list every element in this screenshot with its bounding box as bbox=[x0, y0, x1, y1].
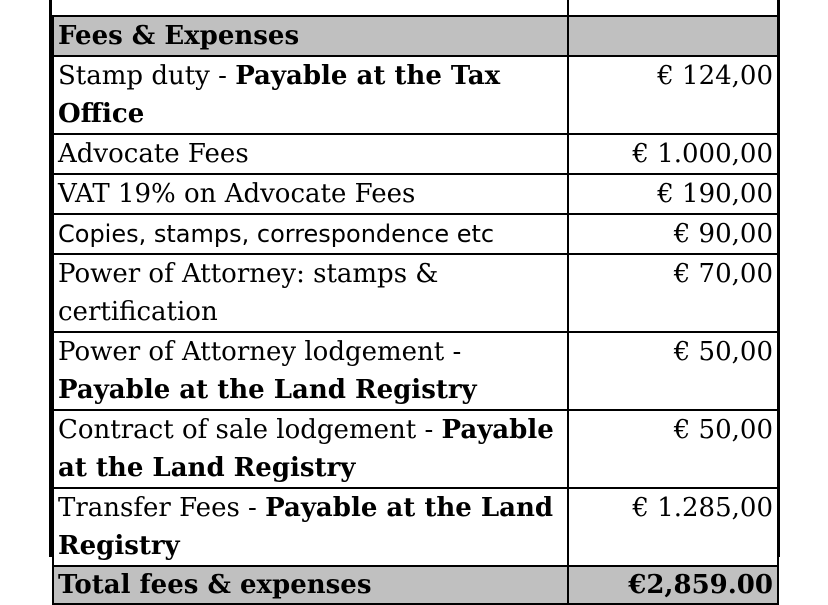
table-row bbox=[53, 488, 778, 566]
row-label: VAT 19% on Advocate Fees bbox=[58, 179, 416, 209]
row-amount: € 50,00 bbox=[568, 332, 778, 410]
row-description bbox=[53, 332, 568, 410]
row-note: Payable at the Tax Office bbox=[58, 61, 501, 129]
row-separator: - bbox=[424, 415, 442, 445]
row-description bbox=[53, 174, 568, 214]
row-description bbox=[53, 214, 568, 254]
table-header-row bbox=[53, 16, 778, 56]
row-description bbox=[53, 134, 568, 174]
row-description bbox=[53, 56, 568, 134]
row-description bbox=[53, 488, 568, 566]
table-row bbox=[53, 134, 778, 174]
row-label: Stamp duty bbox=[58, 61, 210, 91]
row-label: Transfer Fees bbox=[58, 493, 240, 523]
row-label: Advocate Fees bbox=[58, 139, 249, 169]
table-row bbox=[53, 174, 778, 214]
fees-table bbox=[52, 15, 779, 605]
row-amount: € 124,00 bbox=[568, 56, 778, 134]
table-row bbox=[53, 254, 778, 332]
row-label: Power of Attorney: stamps & certification bbox=[58, 259, 439, 327]
table-row bbox=[53, 56, 778, 134]
total-amount: €2,859.00 bbox=[568, 566, 778, 604]
row-separator: - bbox=[209, 61, 236, 91]
table-row bbox=[53, 214, 778, 254]
table-row bbox=[53, 332, 778, 410]
row-label: Copies, stamps, correspondence etc bbox=[58, 220, 495, 248]
row-amount: € 90,00 bbox=[568, 214, 778, 254]
row-note: Payable at the Land Registry bbox=[58, 493, 554, 561]
row-description bbox=[53, 254, 568, 332]
row-note: Payable at the Land Registry bbox=[58, 375, 477, 405]
row-amount: € 50,00 bbox=[568, 410, 778, 488]
header-amount bbox=[568, 16, 778, 56]
row-amount: € 190,00 bbox=[568, 174, 778, 214]
row-description bbox=[53, 410, 568, 488]
total-label: Total fees & expenses bbox=[53, 566, 568, 604]
row-amount: € 1.285,00 bbox=[568, 488, 778, 566]
total-row bbox=[53, 566, 778, 604]
row-amount: € 1.000,00 bbox=[568, 134, 778, 174]
row-separator: - bbox=[452, 337, 462, 367]
row-amount: € 70,00 bbox=[568, 254, 778, 332]
header-label: Fees & Expenses bbox=[53, 16, 568, 56]
row-note: Payable at the Land Registry bbox=[58, 415, 554, 483]
row-label: Power of Attorney lodgement bbox=[58, 337, 453, 367]
table-row bbox=[53, 410, 778, 488]
row-label: Contract of sale lodgement bbox=[58, 415, 425, 445]
row-separator: - bbox=[239, 493, 266, 523]
